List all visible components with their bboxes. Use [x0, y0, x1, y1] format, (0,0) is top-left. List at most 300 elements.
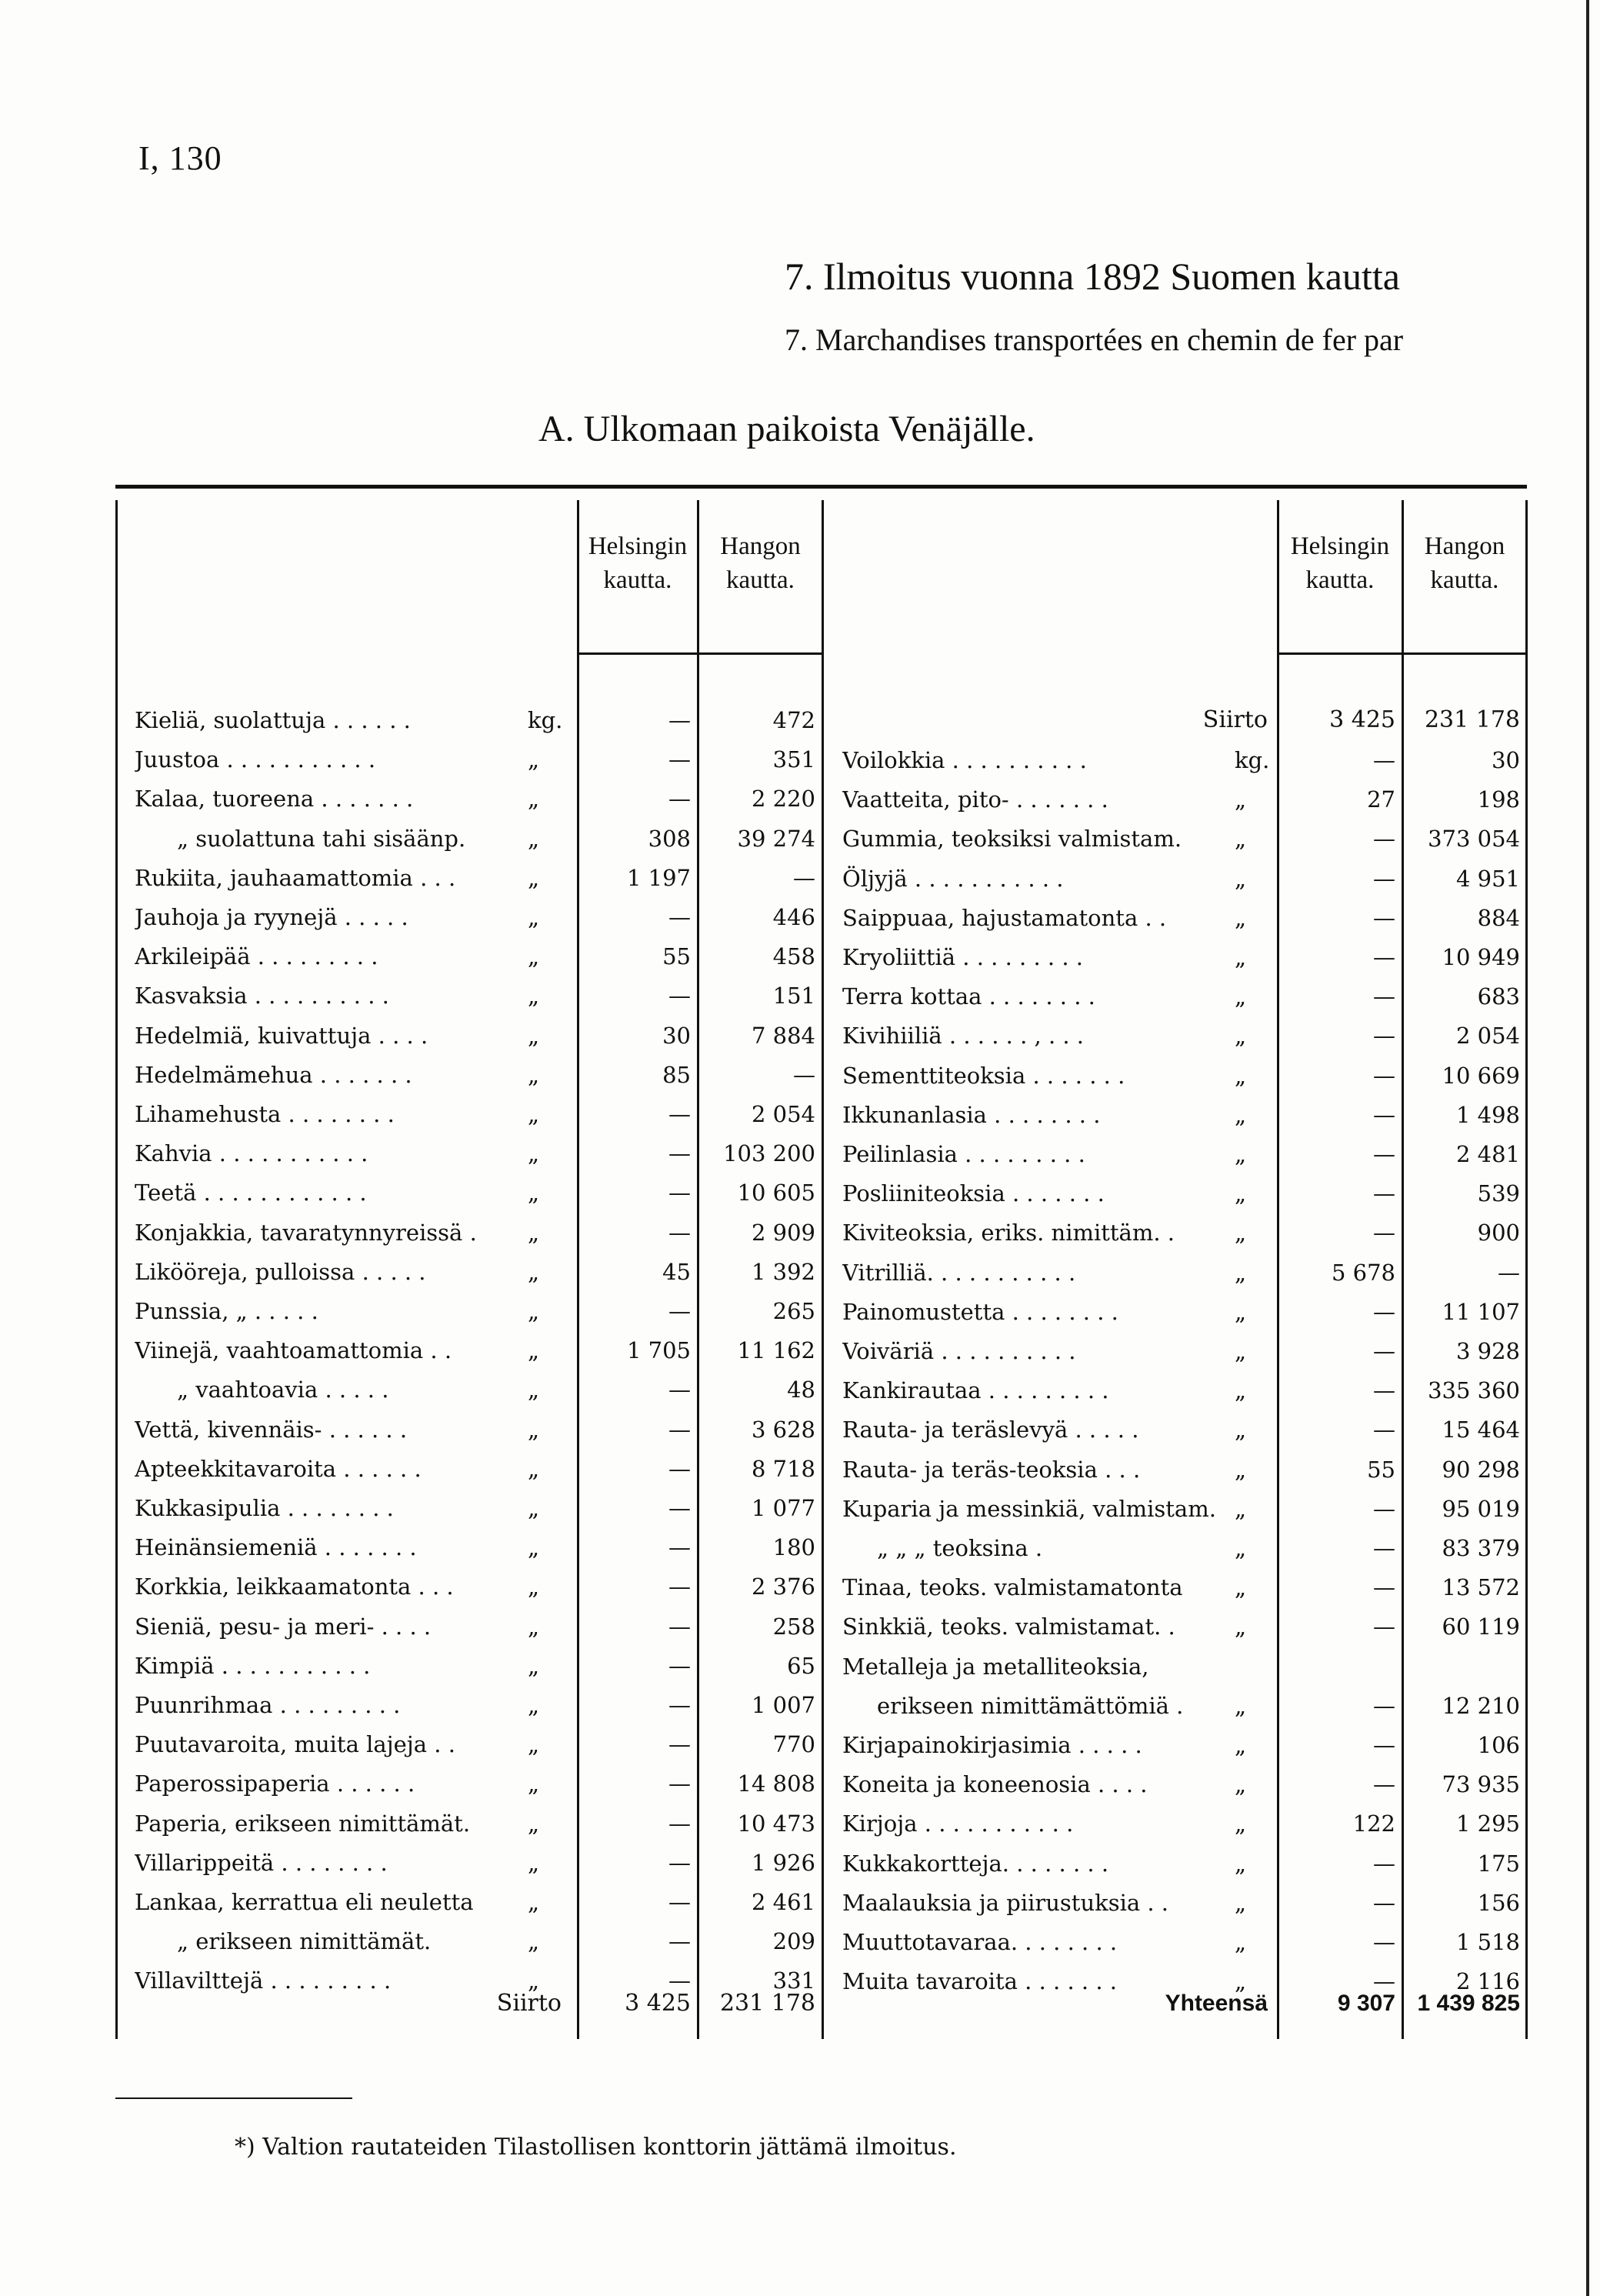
row-hanko-value: 373 054 [1428, 826, 1520, 853]
table-row [0, 1253, 1600, 1293]
section-subtitle: A. Ulkomaan paikoista Venäjälle. [538, 409, 1035, 449]
row-unit: „ [528, 864, 540, 891]
row-unit: „ [1235, 1062, 1247, 1089]
row-hanko-value: 151 [772, 983, 815, 1010]
row-helsinki-value: — [668, 1573, 691, 1600]
row-helsinki-value: — [668, 1652, 691, 1679]
header-helsinki-right: Helsingin kautta. [1290, 532, 1390, 594]
row-hanko-value: 10 473 [737, 1810, 815, 1837]
row-helsinki-value: — [1373, 1771, 1395, 1798]
row-helsinki-value: — [1373, 1574, 1395, 1601]
row-hanko-value: 2 116 [1455, 1968, 1520, 1995]
row-label: Kirjoja . . . . . . . . . . . [842, 1810, 1074, 1837]
row-label: Heinänsiemeniä . . . . . . . [135, 1534, 417, 1561]
table-row [0, 1647, 1600, 1687]
row-hanko-value: 12 210 [1442, 1692, 1520, 1719]
row-unit: „ [1235, 1101, 1247, 1128]
row-unit: „ [528, 1180, 540, 1206]
row-helsinki-value: — [668, 1613, 691, 1640]
row-hanko-value: 10 605 [737, 1180, 815, 1206]
row-helsinki-value: — [668, 1101, 691, 1127]
row-helsinki-value: 55 [1367, 1456, 1395, 1483]
table-row [0, 937, 1600, 977]
row-label: Gummia, teoksiksi valmistam. [842, 826, 1182, 853]
row-label: Kimpiä . . . . . . . . . . . [135, 1652, 371, 1679]
row-helsinki-value: — [668, 1180, 691, 1206]
row-hanko-value: 2 054 [751, 1101, 815, 1127]
row-hanko-value: 1 007 [751, 1692, 815, 1718]
row-unit: „ [1235, 1929, 1247, 1955]
row-hanko-value: 335 360 [1428, 1377, 1520, 1404]
row-hanko-value: 351 [772, 746, 815, 773]
row-unit: „ [1235, 1259, 1247, 1286]
row-hanko-value: 1 392 [751, 1258, 815, 1285]
row-label: Saippuaa, hajustamatonta . . [842, 904, 1167, 931]
table-row [0, 1450, 1600, 1490]
row-label: Villarippeitä . . . . . . . . [135, 1849, 388, 1876]
row-unit: „ [528, 1337, 540, 1364]
row-label: Kiviteoksia, eriks. nimittäm. . [842, 1220, 1175, 1246]
row-hanko-value: 175 [1477, 1850, 1520, 1877]
row-unit: „ [1235, 1535, 1247, 1561]
row-unit: „ [528, 904, 540, 930]
row-label: Paperia, erikseen nimittämät. [135, 1810, 471, 1837]
row-hanko-value: 180 [772, 1534, 815, 1561]
row-helsinki-value: — [668, 1495, 691, 1521]
row-unit: „ [1235, 1220, 1247, 1246]
row-unit: „ [528, 1455, 540, 1482]
row-helsinki-value: — [668, 1377, 691, 1403]
row-label: Ikkunanlasia . . . . . . . . [842, 1101, 1101, 1128]
row-hanko-value: 65 [787, 1652, 815, 1679]
row-label: Rukiita, jauhaamattomia . . . [135, 864, 456, 891]
row-label: Peilinlasia . . . . . . . . . [842, 1141, 1085, 1167]
row-unit: „ [528, 1298, 540, 1324]
row-hanko-value: 60 119 [1442, 1614, 1520, 1640]
table-row [0, 1804, 1600, 1844]
right-carry-hanko: 231 178 [1424, 706, 1520, 733]
row-hanko-value: 884 [1477, 904, 1520, 931]
row-label: Muita tavaroita . . . . . . . [842, 1968, 1118, 1995]
row-label: Vettä, kivennäis- . . . . . . [135, 1416, 408, 1443]
row-label: Likööreja, pulloissa . . . . . [135, 1258, 426, 1285]
table-row [0, 1607, 1600, 1647]
row-unit: „ [1235, 1338, 1247, 1364]
row-unit: „ [1235, 1377, 1247, 1404]
row-label: Puunrihmaa . . . . . . . . . [135, 1692, 401, 1718]
row-label: Kankirautaa . . . . . . . . . [842, 1377, 1109, 1404]
row-unit: „ [1235, 1889, 1247, 1916]
row-label: Kivihiiliä . . . . . . , . . . [842, 1023, 1085, 1050]
row-unit: „ [528, 1613, 540, 1640]
row-helsinki-value: — [1373, 1062, 1395, 1089]
row-helsinki-value: 308 [648, 825, 691, 852]
row-label: Kukkakortteja. . . . . . . . [842, 1850, 1109, 1877]
row-unit: „ [1235, 1732, 1247, 1758]
row-hanko-value: 83 379 [1442, 1535, 1520, 1561]
row-unit: „ [528, 1534, 540, 1561]
footnote: *) Valtion rautateiden Tilastollisen konttorin jättämä ilmoitus. [235, 2134, 957, 2161]
row-helsinki-value: — [1373, 1692, 1395, 1719]
row-helsinki-value: — [668, 1692, 691, 1718]
row-unit: „ [528, 786, 540, 813]
right-total-hanko: 1 439 825 [1417, 1991, 1520, 2016]
table-row [0, 1331, 1600, 1371]
row-label: Teetä . . . . . . . . . . . . [135, 1180, 367, 1206]
row-unit: „ [528, 1967, 540, 1994]
row-helsinki-value: — [668, 1731, 691, 1758]
row-hanko-value: 198 [1477, 786, 1520, 813]
row-label: Tinaa, teoks. valmistamatonta [842, 1574, 1183, 1601]
table-row [0, 1370, 1600, 1410]
row-label: Sementtiteoksia . . . . . . . [842, 1062, 1125, 1089]
row-helsinki-value: — [1373, 1298, 1395, 1325]
row-helsinki-value: 5 678 [1331, 1259, 1395, 1286]
row-hanko-value: 48 [787, 1377, 815, 1403]
row-helsinki-value: — [1373, 1614, 1395, 1640]
row-helsinki-value: — [1373, 1180, 1395, 1207]
table-top-rule [115, 485, 1527, 489]
row-hanko-value: 13 572 [1442, 1574, 1520, 1601]
table-row [0, 819, 1600, 859]
row-label: Kryoliittiä . . . . . . . . . [842, 944, 1083, 970]
table-row [0, 1567, 1600, 1607]
row-hanko-value: 258 [772, 1613, 815, 1640]
row-unit: „ [1235, 1495, 1247, 1522]
row-unit: „ [528, 825, 540, 852]
row-unit: „ [1235, 865, 1247, 892]
left-total-hanko: 231 178 [719, 1990, 815, 2017]
row-hanko-value: 95 019 [1442, 1495, 1520, 1522]
row-hanko-value: 10 669 [1442, 1062, 1520, 1089]
row-helsinki-value: 122 [1352, 1810, 1395, 1837]
row-unit: „ [528, 1573, 540, 1600]
row-helsinki-value: 1 705 [626, 1337, 691, 1364]
row-hanko-value: 1 518 [1455, 1929, 1520, 1955]
right-carry-helsinki: 3 425 [1329, 706, 1395, 733]
table-row [0, 1686, 1600, 1726]
row-label: Kuparia ja messinkiä, valmistam. [842, 1495, 1216, 1522]
row-label: Rauta- ja teräs-teoksia . . . [842, 1456, 1141, 1483]
row-helsinki-value: — [668, 1416, 691, 1443]
table-row [0, 1922, 1600, 1962]
row-helsinki-value: — [1373, 1535, 1395, 1561]
row-label: erikseen nimittämättömiä . [877, 1692, 1184, 1719]
row-unit: „ [1235, 1298, 1247, 1325]
table-row [0, 1134, 1600, 1174]
row-helsinki-value: 85 [662, 1061, 691, 1088]
row-unit: „ [528, 943, 540, 970]
row-hanko-value: 11 162 [737, 1337, 815, 1364]
row-unit: „ [528, 1770, 540, 1797]
table-row [0, 1883, 1600, 1923]
row-helsinki-value: — [1373, 1732, 1395, 1758]
row-helsinki-value: — [1373, 1889, 1395, 1916]
row-label: Metalleja ja metalliteoksia, [842, 1653, 1149, 1680]
row-helsinki-value: — [1373, 1377, 1395, 1404]
table-row [0, 1095, 1600, 1135]
row-hanko-value: 106 [1477, 1732, 1520, 1758]
row-helsinki-value: 55 [662, 943, 691, 970]
row-unit: „ [528, 1258, 540, 1285]
row-helsinki-value: 30 [662, 1022, 691, 1049]
header-helsinki-left: Helsingin kautta. [588, 532, 688, 594]
row-label: Lihamehusta . . . . . . . . [135, 1101, 395, 1127]
row-helsinki-value: — [668, 746, 691, 773]
header-hanko-left: Hangon kautta. [720, 532, 801, 594]
footnote-rule [115, 2097, 352, 2099]
table-row [0, 859, 1600, 899]
row-label: Kieliä, suolattuja . . . . . . [135, 707, 411, 733]
row-unit: „ [1235, 1771, 1247, 1798]
table-row [0, 1528, 1600, 1568]
row-label: Vaatteita, pito- . . . . . . . [842, 786, 1108, 813]
row-label: Voiväriä . . . . . . . . . . [842, 1338, 1076, 1364]
row-hanko-value: 539 [1477, 1180, 1520, 1207]
row-hanko-value: — [1498, 1259, 1520, 1286]
row-unit: kg. [1235, 747, 1270, 773]
row-label: Jauhoja ja ryynejä . . . . . [135, 904, 408, 930]
row-label: Sinkkiä, teoks. valmistamat. . [842, 1614, 1175, 1640]
row-hanko-value: 770 [772, 1731, 815, 1758]
row-hanko-value: 472 [772, 707, 815, 733]
row-hanko-value: 331 [772, 1967, 815, 1994]
row-helsinki-value: — [668, 1810, 691, 1837]
row-hanko-value: 265 [772, 1298, 815, 1324]
header-bottom-rule-left [577, 652, 823, 655]
table-row [0, 1213, 1600, 1253]
row-hanko-value: 458 [772, 943, 815, 970]
row-helsinki-value: — [668, 1534, 691, 1561]
row-unit: „ [1235, 1574, 1247, 1601]
left-total-label: Siirto [496, 1990, 562, 2017]
table-row [0, 1173, 1600, 1213]
row-unit: „ [528, 1219, 540, 1246]
row-label: Kasvaksia . . . . . . . . . . [135, 983, 389, 1010]
row-hanko-value: 10 949 [1442, 944, 1520, 970]
row-hanko-value: 15 464 [1442, 1417, 1520, 1443]
row-label: Lankaa, kerrattua eli neuletta [135, 1889, 474, 1915]
row-hanko-value: 209 [772, 1928, 815, 1955]
row-unit: „ [1235, 904, 1247, 931]
row-label: Muuttotavaraa. . . . . . . . [842, 1929, 1118, 1955]
row-unit: „ [1235, 1023, 1247, 1050]
row-hanko-value: 2 376 [751, 1573, 815, 1600]
table-row [0, 1725, 1600, 1765]
row-unit: „ [528, 1377, 540, 1403]
row-helsinki-value: — [1373, 1495, 1395, 1522]
row-hanko-value: 2 909 [751, 1219, 815, 1246]
row-unit: „ [1235, 1968, 1247, 1995]
table-row [0, 1764, 1600, 1804]
row-hanko-value: 3 628 [751, 1416, 815, 1443]
row-hanko-value: 683 [1477, 983, 1520, 1010]
row-helsinki-value: — [668, 1219, 691, 1246]
row-label: Kirjapainokirjasimia . . . . . [842, 1732, 1142, 1758]
row-unit: kg. [528, 707, 563, 733]
row-helsinki-value: — [1373, 1968, 1395, 1995]
row-helsinki-value: — [668, 786, 691, 813]
row-hanko-value: 7 884 [751, 1022, 815, 1049]
row-unit: „ [528, 1140, 540, 1167]
row-helsinki-value: — [1373, 1220, 1395, 1246]
table-row [0, 898, 1600, 938]
row-helsinki-value: — [1373, 1850, 1395, 1877]
row-hanko-value: 1 077 [751, 1495, 815, 1521]
row-unit: „ [528, 1101, 540, 1127]
row-label: „ suolattuna tahi sisäänp. [177, 825, 466, 852]
row-label: Punssia, „ . . . . . [135, 1298, 318, 1324]
page-title: 7. Ilmoitus vuonna 1892 Suomen kautta [785, 255, 1400, 298]
row-unit: „ [1235, 1810, 1247, 1837]
right-total-label: Yhteensä [1165, 1991, 1268, 2016]
row-hanko-value: 73 935 [1442, 1771, 1520, 1798]
row-unit: „ [1235, 944, 1247, 970]
row-unit: „ [1235, 826, 1247, 853]
row-label: Apteekkitavaroita . . . . . . [135, 1455, 422, 1482]
row-label: Paperossipaperia . . . . . . [135, 1770, 415, 1797]
row-label: Sieniä, pesu- ja meri- . . . . [135, 1613, 432, 1640]
row-label: Villavilttejä . . . . . . . . . [135, 1967, 392, 1994]
row-helsinki-value: — [668, 1967, 691, 1994]
row-label: Korkkia, leikkaamatonta . . . [135, 1573, 454, 1600]
row-helsinki-value: — [668, 1140, 691, 1167]
row-hanko-value: 39 274 [737, 825, 815, 852]
right-total-helsinki: 9 307 [1337, 1991, 1395, 2016]
header-hanko-right: Hangon kautta. [1424, 532, 1505, 594]
table-row [0, 1489, 1600, 1529]
table-row [0, 1410, 1600, 1450]
row-unit: „ [1235, 1180, 1247, 1207]
row-hanko-value: 3 928 [1455, 1338, 1520, 1364]
row-hanko-value: 4 951 [1455, 865, 1520, 892]
row-hanko-value: — [793, 1061, 815, 1088]
row-unit: „ [528, 746, 540, 773]
row-hanko-value: 446 [772, 904, 815, 930]
row-unit: „ [528, 1652, 540, 1679]
row-helsinki-value: — [668, 983, 691, 1010]
row-label: Arkileipää . . . . . . . . . [135, 943, 378, 970]
row-unit: „ [528, 1849, 540, 1876]
row-helsinki-value: — [668, 1770, 691, 1797]
row-hanko-value: 90 298 [1442, 1456, 1520, 1483]
row-label: Kahvia . . . . . . . . . . . [135, 1140, 368, 1167]
row-unit: „ [1235, 786, 1247, 813]
row-unit: „ [528, 1022, 540, 1049]
row-label: Voilokkia . . . . . . . . . . [842, 747, 1087, 773]
row-hanko-value: 2 481 [1455, 1141, 1520, 1167]
row-helsinki-value: — [1373, 983, 1395, 1010]
row-hanko-value: 2 054 [1455, 1023, 1520, 1050]
row-label: Posliiniteoksia . . . . . . . [842, 1180, 1105, 1207]
row-unit: „ [528, 1416, 540, 1443]
row-label: Puutavaroita, muita lajeja . . [135, 1731, 455, 1758]
row-helsinki-value: 1 197 [626, 864, 691, 891]
row-unit: „ [528, 1495, 540, 1521]
row-helsinki-value: — [1373, 1141, 1395, 1167]
row-hanko-value: — [793, 864, 815, 891]
row-label: Juustoa . . . . . . . . . . . [135, 746, 376, 773]
row-label: Kukkasipulia . . . . . . . . [135, 1495, 394, 1521]
row-label: „ erikseen nimittämät. [177, 1928, 432, 1955]
left-total-helsinki: 3 425 [625, 1990, 691, 2017]
row-label: Konjakkia, tavaratynnyreissä . [135, 1219, 477, 1246]
row-helsinki-value: — [1373, 904, 1395, 931]
row-hanko-value: 30 [1492, 747, 1520, 773]
page-title-french: 7. Marchandises transportées en chemin de fer par [785, 322, 1404, 357]
row-hanko-value: 103 200 [723, 1140, 815, 1167]
row-hanko-value: 2 461 [751, 1889, 815, 1915]
row-helsinki-value: 45 [662, 1258, 691, 1285]
row-label: Kalaa, tuoreena . . . . . . . [135, 786, 414, 813]
table-row [0, 1056, 1600, 1096]
row-label: „ vaahtoavia . . . . . [177, 1377, 389, 1403]
row-label: Viinejä, vaahtoamattomia . . [135, 1337, 452, 1364]
row-unit: „ [528, 1692, 540, 1718]
row-hanko-value: 156 [1477, 1889, 1520, 1916]
row-label: Terra kottaa . . . . . . . . [842, 983, 1095, 1010]
row-helsinki-value: — [1373, 1338, 1395, 1364]
row-unit: „ [1235, 1141, 1247, 1167]
row-label: Öljyjä . . . . . . . . . . . [842, 865, 1064, 892]
table-row [0, 779, 1600, 819]
row-unit: „ [1235, 1850, 1247, 1877]
row-label: Rauta- ja teräslevyä . . . . . [842, 1417, 1139, 1443]
row-label: Vitrilliä. . . . . . . . . . . [842, 1259, 1076, 1286]
row-unit: „ [1235, 1692, 1247, 1719]
row-helsinki-value: — [668, 707, 691, 733]
row-unit: „ [528, 1061, 540, 1088]
row-helsinki-value: — [668, 1298, 691, 1324]
row-unit: „ [1235, 983, 1247, 1010]
row-helsinki-value: 27 [1367, 786, 1395, 813]
table-row [0, 740, 1600, 780]
row-unit: „ [1235, 1456, 1247, 1483]
row-unit: „ [528, 1731, 540, 1758]
right-carry-label: Siirto [1202, 706, 1268, 733]
table-row [0, 976, 1600, 1016]
row-unit: „ [528, 1810, 540, 1837]
row-hanko-value: 1 295 [1455, 1810, 1520, 1837]
row-helsinki-value: — [1373, 1101, 1395, 1128]
table-row [0, 1016, 1600, 1056]
row-hanko-value: 1 498 [1455, 1101, 1520, 1128]
row-helsinki-value: — [668, 1849, 691, 1876]
row-label: „ „ „ teoksina . [877, 1535, 1043, 1561]
row-helsinki-value: — [668, 1889, 691, 1915]
row-helsinki-value: — [668, 1928, 691, 1955]
row-helsinki-value: — [668, 1455, 691, 1482]
row-label: Painomustetta . . . . . . . . [842, 1298, 1118, 1325]
row-unit: „ [528, 983, 540, 1010]
row-hanko-value: 1 926 [751, 1849, 815, 1876]
row-label: Hedelmiä, kuivattuja . . . . [135, 1022, 428, 1049]
row-helsinki-value: — [1373, 1023, 1395, 1050]
row-label: Maalauksia ja piirustuksia . . [842, 1889, 1169, 1916]
row-unit: „ [528, 1928, 540, 1955]
row-hanko-value: 14 808 [737, 1770, 815, 1797]
page-number: I, 130 [138, 139, 222, 177]
row-hanko-value: 900 [1477, 1220, 1520, 1246]
row-unit: „ [1235, 1614, 1247, 1640]
table-row [0, 1292, 1600, 1332]
table-row [0, 1844, 1600, 1884]
row-hanko-value: 8 718 [751, 1455, 815, 1482]
row-hanko-value: 2 220 [751, 786, 815, 813]
row-label: Hedelmämehua . . . . . . . [135, 1061, 412, 1088]
row-helsinki-value: — [668, 904, 691, 930]
row-helsinki-value: — [1373, 865, 1395, 892]
